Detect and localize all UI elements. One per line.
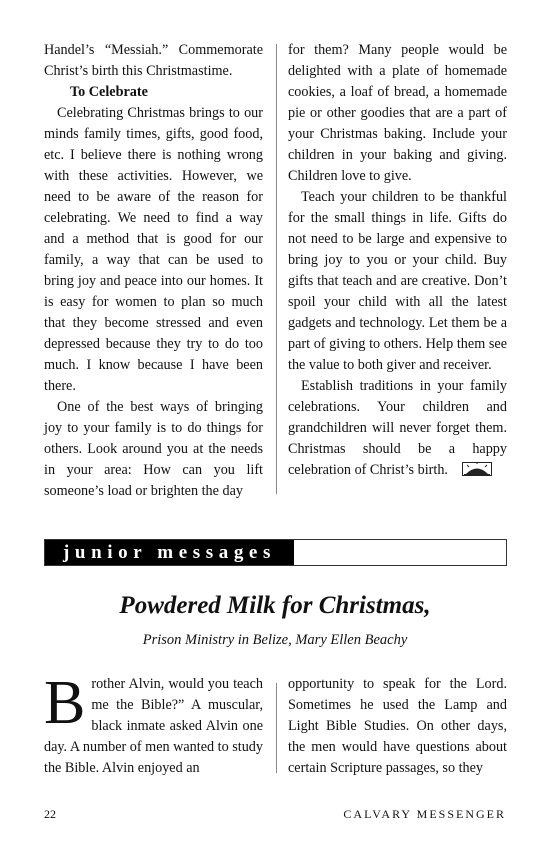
drop-cap: B — [44, 669, 86, 737]
article-title: Powdered Milk for Christmas, — [119, 592, 431, 619]
paragraph — [44, 669, 263, 779]
section-label: junior messages — [45, 540, 294, 565]
paragraph-text: rother Alvin, would you teach me the Bible?” A muscular, black inmate asked Alvin one day. A number of men wanted to study the Bible. Alvin enjoyed an — [44, 676, 263, 776]
page-number: 22 — [44, 807, 56, 821]
article-byline: Prison Ministry in Belize, Mary Ellen Beachy — [142, 632, 408, 648]
paragraph: Teach your children to be thankful for the small things in life. Gifts do not need to be large and expensive to bring joy to you or your child. Buy gifts that teach and are creative. Don’t spoil your child with all the latest gadgets and technology. Let them be a part of giving to others. Help them see the value to both giver and receiver. — [288, 189, 507, 373]
column-divider — [276, 44, 277, 494]
paragraph: Handel’s “Messiah.” Commemorate Christ’s birth this Christmastime. — [44, 42, 263, 79]
section-subhead: To Celebrate — [70, 84, 148, 100]
paragraph: opportunity to speak for the Lord. Sometimes he used the Lamp and Light Bible Studies. On other days, the men would have questions about certain Scripture passages, so they — [288, 676, 507, 776]
paragraph: Celebrating Christmas brings to our minds family times, gifts, good food, etc. I believe there is nothing wrong with these activities. However, we need to be aware of the reason for celebrating. We need to find a way and a method that is good for our family, a way that can be used to bring joy and peace into our homes. It is easy for women to plan so much that they become stressed and even depressed because they try to do too much. I know because I have been there. — [44, 105, 263, 394]
article-column-right — [288, 674, 507, 779]
paragraph-text: Establish traditions in your family celebrations. Your children and grandchildren will never forget them. Christmas should be a happy celebration of Christ’s birth. — [288, 378, 507, 478]
column-left — [44, 40, 263, 502]
section-banner — [44, 539, 507, 566]
column-divider — [276, 683, 277, 773]
column-right — [288, 40, 507, 481]
sunrise-end-icon — [462, 462, 492, 476]
article-column-left — [44, 669, 263, 779]
paragraph: One of the best ways of bringing joy to your family is to do things for others. Look around you at the needs in your area: How can you lift someone’s load or brighten the day — [44, 399, 263, 499]
paragraph: for them? Many people would be delighted with a plate of homemade cookies, a loaf of bread, a homemade pie or other goodies that are a part of your Christmas baking. Include your children in your baking and giving. Children love to give. — [288, 42, 507, 184]
publication-name: CALVARY MESSENGER — [343, 807, 506, 821]
paragraph — [288, 376, 507, 481]
